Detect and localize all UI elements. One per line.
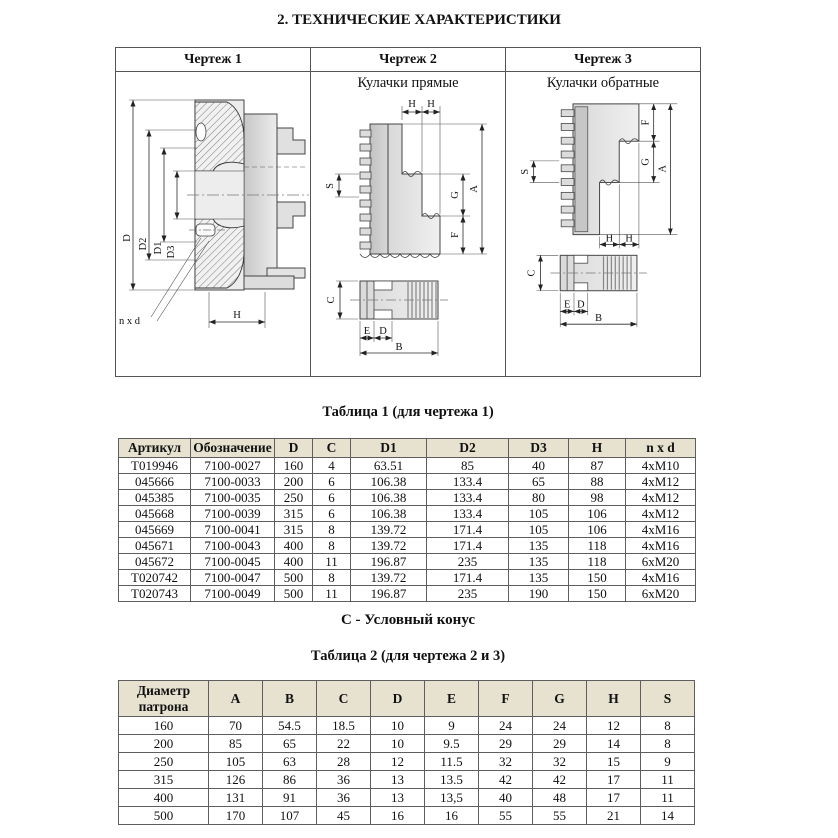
table-cell: 171.4 bbox=[427, 570, 509, 586]
jaw-front-view bbox=[561, 104, 639, 235]
dim-label-H: H bbox=[232, 310, 241, 321]
table-cell: 105 bbox=[509, 522, 569, 538]
table-cell: 200 bbox=[119, 735, 209, 753]
table-cell: 139.72 bbox=[351, 538, 427, 554]
table-cell: 42 bbox=[533, 771, 587, 789]
drawings-header-row bbox=[116, 48, 700, 72]
table-cell: 8 bbox=[313, 522, 351, 538]
table-cell: 171.4 bbox=[427, 538, 509, 554]
table-cell: 98 bbox=[569, 490, 626, 506]
table-cell: 88 bbox=[569, 474, 626, 490]
straight-jaws-drawing bbox=[315, 94, 502, 366]
table-cell: 107 bbox=[263, 807, 317, 825]
dim-label-G: G bbox=[449, 191, 461, 199]
table-row bbox=[119, 538, 696, 554]
table-cell: 133.4 bbox=[427, 506, 509, 522]
column-header: H bbox=[587, 681, 641, 717]
table-cell: 126 bbox=[209, 771, 263, 789]
table-cell: 7100-0049 bbox=[191, 586, 275, 602]
table-cell: 65 bbox=[509, 474, 569, 490]
table-cell: 17 bbox=[587, 771, 641, 789]
table-cell: 12 bbox=[371, 753, 425, 771]
table-cell: 10 bbox=[371, 717, 425, 735]
table-cell: 315 bbox=[119, 771, 209, 789]
table-cell: 118 bbox=[569, 538, 626, 554]
table-cell: T020743 bbox=[119, 586, 191, 602]
table-cell: 13.5 bbox=[425, 771, 479, 789]
table-cell: 160 bbox=[275, 458, 313, 474]
dim-label-B: B bbox=[594, 313, 602, 325]
table1-note: С - Условный конус bbox=[340, 612, 476, 628]
table-cell: 14 bbox=[641, 807, 695, 825]
jaw-side-view bbox=[350, 281, 448, 319]
table-cell: 91 bbox=[263, 789, 317, 807]
dim-label-E: E bbox=[363, 326, 370, 337]
dim-label-D3: D3 bbox=[165, 245, 177, 259]
table-cell: 16 bbox=[371, 807, 425, 825]
table-cell: 8 bbox=[641, 717, 695, 735]
table-cell: 4xM12 bbox=[626, 506, 696, 522]
table-cell: 36 bbox=[317, 789, 371, 807]
dim-label-C: C bbox=[526, 269, 538, 277]
table-cell: 22 bbox=[317, 735, 371, 753]
table-cell: 160 bbox=[119, 717, 209, 735]
jaw-side-view bbox=[550, 255, 646, 290]
table-cell: 250 bbox=[119, 753, 209, 771]
dim-label-H1: H bbox=[605, 233, 613, 245]
dim-label-D: D bbox=[121, 234, 133, 242]
table-cell: 400 bbox=[119, 789, 209, 807]
bolt-hole bbox=[196, 123, 206, 141]
table-cell: 235 bbox=[427, 554, 509, 570]
column-header: B bbox=[263, 681, 317, 717]
table-cell: 86 bbox=[263, 771, 317, 789]
table-cell: 18.5 bbox=[317, 717, 371, 735]
table-cell: 045666 bbox=[119, 474, 191, 490]
dim-label-F: F bbox=[449, 232, 461, 238]
reverse-jaws-drawing bbox=[510, 94, 697, 335]
table-cell: 40 bbox=[479, 789, 533, 807]
table-cell: 106 bbox=[569, 522, 626, 538]
dim-label-F: F bbox=[640, 119, 652, 126]
table-cell: 6 bbox=[313, 474, 351, 490]
table-cell: 045672 bbox=[119, 554, 191, 570]
column-header: H bbox=[569, 439, 626, 458]
table-cell: 11 bbox=[641, 789, 695, 807]
drawing2-header: Чертеж 2 bbox=[311, 48, 506, 71]
table-cell: 133.4 bbox=[427, 474, 509, 490]
table-cell: 16 bbox=[425, 807, 479, 825]
table-cell: 48 bbox=[533, 789, 587, 807]
table-cell: 7100-0047 bbox=[191, 570, 275, 586]
column-header: E bbox=[425, 681, 479, 717]
table-cell: 63.51 bbox=[351, 458, 427, 474]
dim-label-D1: D1 bbox=[152, 241, 164, 255]
column-header: F bbox=[479, 681, 533, 717]
table-cell: 106 bbox=[569, 506, 626, 522]
column-header: C bbox=[313, 439, 351, 458]
drawing1-cell bbox=[116, 72, 311, 376]
table-row bbox=[119, 586, 696, 602]
table-cell: 7100-0039 bbox=[191, 506, 275, 522]
table-cell: 85 bbox=[427, 458, 509, 474]
table-row bbox=[119, 506, 696, 522]
column-header: G bbox=[533, 681, 587, 717]
table-cell: 190 bbox=[509, 586, 569, 602]
table-cell: 55 bbox=[533, 807, 587, 825]
dim-label-D: D bbox=[576, 299, 585, 311]
chuck-drawing bbox=[117, 72, 310, 375]
table-cell: 106.38 bbox=[351, 490, 427, 506]
table-cell: 6xM20 bbox=[626, 586, 696, 602]
table-cell: 7100-0045 bbox=[191, 554, 275, 570]
dim-label-D2: D2 bbox=[137, 237, 149, 251]
dim-label-B: B bbox=[394, 342, 403, 353]
column-header: D1 bbox=[351, 439, 427, 458]
table-row bbox=[119, 522, 696, 538]
table-cell: 7100-0041 bbox=[191, 522, 275, 538]
table-cell: 24 bbox=[479, 717, 533, 735]
column-header: D bbox=[275, 439, 313, 458]
column-header: D3 bbox=[509, 439, 569, 458]
table-cell: 15 bbox=[587, 753, 641, 771]
table-cell: 6 bbox=[313, 506, 351, 522]
table-cell: 9.5 bbox=[425, 735, 479, 753]
table-cell: 139.72 bbox=[351, 570, 427, 586]
table-cell: 135 bbox=[509, 554, 569, 570]
table-cell: 4xM10 bbox=[626, 458, 696, 474]
table-cell: 133.4 bbox=[427, 490, 509, 506]
dim-label-nxd: n x d bbox=[118, 316, 140, 327]
table-cell: 11 bbox=[313, 586, 351, 602]
column-header: D bbox=[371, 681, 425, 717]
table-cell: 13,5 bbox=[425, 789, 479, 807]
table-cell: 4xM16 bbox=[626, 538, 696, 554]
table-cell: 400 bbox=[275, 538, 313, 554]
table-cell: 36 bbox=[317, 771, 371, 789]
table1-caption: Таблица 1 (для чертежа 1) bbox=[322, 404, 494, 420]
table-row bbox=[119, 753, 695, 771]
table1-header-row bbox=[119, 439, 696, 458]
table-cell: 13 bbox=[371, 789, 425, 807]
table-cell: 150 bbox=[569, 570, 626, 586]
column-header: Диаметр патрона bbox=[119, 681, 209, 717]
table-cell: 196.87 bbox=[351, 554, 427, 570]
table-cell: 139.72 bbox=[351, 522, 427, 538]
dim-label-E: E bbox=[563, 299, 570, 311]
table-cell: 105 bbox=[509, 506, 569, 522]
table-cell: 105 bbox=[209, 753, 263, 771]
table-cell: 118 bbox=[569, 554, 626, 570]
table-cell: 17 bbox=[587, 789, 641, 807]
table-cell: 250 bbox=[275, 490, 313, 506]
table-cell: 11 bbox=[313, 554, 351, 570]
table-cell: 6 bbox=[313, 490, 351, 506]
table-row bbox=[119, 490, 696, 506]
dim-label-H2: H bbox=[426, 99, 435, 110]
table-cell: 29 bbox=[479, 735, 533, 753]
table-cell: 045669 bbox=[119, 522, 191, 538]
table-cell: 8 bbox=[313, 570, 351, 586]
table-cell: 7100-0033 bbox=[191, 474, 275, 490]
table-cell: 170 bbox=[209, 807, 263, 825]
column-header: S bbox=[641, 681, 695, 717]
table-cell: 106.38 bbox=[351, 506, 427, 522]
table-cell: 4xM16 bbox=[626, 522, 696, 538]
dim-label-S: S bbox=[324, 183, 336, 189]
table-cell: 29 bbox=[533, 735, 587, 753]
table-cell: 12 bbox=[587, 717, 641, 735]
table-cell: 24 bbox=[533, 717, 587, 735]
table-cell: 315 bbox=[275, 506, 313, 522]
drawing3-cell bbox=[506, 72, 700, 376]
drawing3-subtitle: Кулачки обратные bbox=[546, 75, 660, 91]
table-cell: 13 bbox=[371, 771, 425, 789]
table-cell: 7100-0043 bbox=[191, 538, 275, 554]
table-cell: 045668 bbox=[119, 506, 191, 522]
dim-label-C: C bbox=[325, 296, 337, 304]
table-cell: 196.87 bbox=[351, 586, 427, 602]
table-cell: 315 bbox=[275, 522, 313, 538]
column-header: Обозначение bbox=[191, 439, 275, 458]
table-cell: 7100-0035 bbox=[191, 490, 275, 506]
table-cell: 500 bbox=[119, 807, 209, 825]
table-cell: 7100-0027 bbox=[191, 458, 275, 474]
table2-header-row bbox=[119, 681, 695, 717]
dim-label-H1: H bbox=[407, 99, 416, 110]
table-cell: 9 bbox=[641, 753, 695, 771]
table-cell: 14 bbox=[587, 735, 641, 753]
column-header: D2 bbox=[427, 439, 509, 458]
table-cell: T019946 bbox=[119, 458, 191, 474]
dim-label-A: A bbox=[656, 165, 668, 173]
table-cell: 55 bbox=[479, 807, 533, 825]
table-row bbox=[119, 554, 696, 570]
dim-label-H2: H bbox=[624, 233, 633, 245]
table-cell: 045385 bbox=[119, 490, 191, 506]
table-row bbox=[119, 789, 695, 807]
table-cell: 11.5 bbox=[425, 753, 479, 771]
table-cell: 4xM12 bbox=[626, 474, 696, 490]
table-cell: 11 bbox=[641, 771, 695, 789]
table-row bbox=[119, 458, 696, 474]
table-cell: 400 bbox=[275, 554, 313, 570]
table-cell: 150 bbox=[569, 586, 626, 602]
table-cell: T020742 bbox=[119, 570, 191, 586]
table-cell: 8 bbox=[313, 538, 351, 554]
table-cell: 171.4 bbox=[427, 522, 509, 538]
table-row bbox=[119, 807, 695, 825]
table-cell: 21 bbox=[587, 807, 641, 825]
column-header: n x d bbox=[626, 439, 696, 458]
column-header: A bbox=[209, 681, 263, 717]
jaw-front-view bbox=[360, 124, 440, 258]
table-cell: 32 bbox=[479, 753, 533, 771]
table-cell: 500 bbox=[275, 570, 313, 586]
table-cell: 28 bbox=[317, 753, 371, 771]
table-cell: 70 bbox=[209, 717, 263, 735]
drawing1-header: Чертеж 1 bbox=[116, 48, 311, 71]
drawing2-cell bbox=[311, 72, 506, 376]
table-cell: 500 bbox=[275, 586, 313, 602]
dim-label-A: A bbox=[468, 185, 480, 193]
table-cell: 8 bbox=[641, 735, 695, 753]
table-cell: 9 bbox=[425, 717, 479, 735]
page-title: 2. ТЕХНИЧЕСКИЕ ХАРАКТЕРИСТИКИ bbox=[277, 12, 561, 28]
table-row bbox=[119, 735, 695, 753]
table-cell: 4 bbox=[313, 458, 351, 474]
drawing2-subtitle: Кулачки прямые bbox=[357, 75, 459, 91]
table-cell: 045671 bbox=[119, 538, 191, 554]
chuck-body bbox=[187, 100, 309, 290]
table-cell: 4xM12 bbox=[626, 490, 696, 506]
table-cell: 80 bbox=[509, 490, 569, 506]
table-row bbox=[119, 771, 695, 789]
table-cell: 40 bbox=[509, 458, 569, 474]
drawings-table bbox=[115, 47, 701, 377]
table-cell: 54.5 bbox=[263, 717, 317, 735]
table-row bbox=[119, 474, 696, 490]
dim-label-S: S bbox=[519, 168, 531, 175]
table-cell: 106.38 bbox=[351, 474, 427, 490]
table-cell: 135 bbox=[509, 538, 569, 554]
table-cell: 87 bbox=[569, 458, 626, 474]
table2-caption: Таблица 2 (для чертежа 2 и 3) bbox=[310, 648, 506, 664]
table-cell: 135 bbox=[509, 570, 569, 586]
column-header: C bbox=[317, 681, 371, 717]
table-cell: 6xM20 bbox=[626, 554, 696, 570]
table-cell: 10 bbox=[371, 735, 425, 753]
table-row bbox=[119, 570, 696, 586]
table-cell: 85 bbox=[209, 735, 263, 753]
table-cell: 235 bbox=[427, 586, 509, 602]
table2 bbox=[118, 680, 695, 825]
table-cell: 45 bbox=[317, 807, 371, 825]
table-cell: 32 bbox=[533, 753, 587, 771]
dim-label-G: G bbox=[640, 158, 652, 166]
table-cell: 65 bbox=[263, 735, 317, 753]
table-cell: 4xM16 bbox=[626, 570, 696, 586]
column-header: Артикул bbox=[119, 439, 191, 458]
table-row bbox=[119, 717, 695, 735]
table-cell: 131 bbox=[209, 789, 263, 807]
table-cell: 42 bbox=[479, 771, 533, 789]
drawing3-header: Чертеж 3 bbox=[574, 52, 632, 67]
table1 bbox=[118, 438, 696, 602]
table-cell: 200 bbox=[275, 474, 313, 490]
dim-label-D: D bbox=[378, 326, 387, 337]
table-cell: 63 bbox=[263, 753, 317, 771]
